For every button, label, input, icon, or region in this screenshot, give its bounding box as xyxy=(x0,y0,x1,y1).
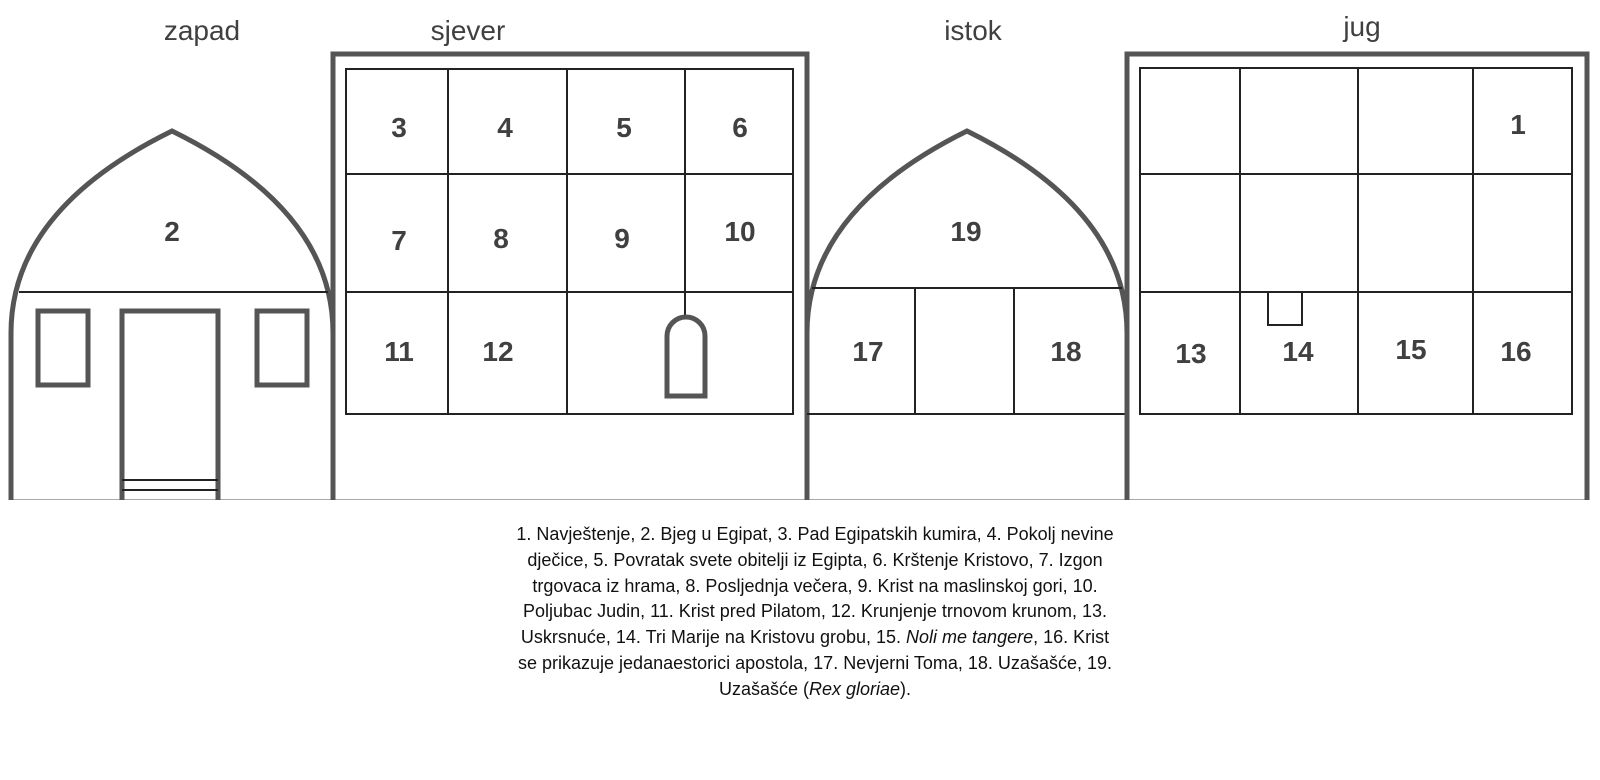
legend-text: ). xyxy=(900,678,912,699)
west-left-window xyxy=(38,311,88,385)
scene-number: 18 xyxy=(1050,336,1082,367)
wall-label-zapad: zapad xyxy=(163,15,241,46)
scene-number: 19 xyxy=(950,216,982,247)
scene-number: 15 xyxy=(1395,334,1427,365)
scene-number: 17 xyxy=(852,336,884,367)
legend-text: 1. Navještenje, 2. Bjeg u Egipat, 3. Pad Egipatskih kumira, 4. Pokolj nevine dječice, 5. Povratak svete obitelji iz Egipta, 6. Krštenje Kristovo, 7. Izgon trgovaca iz hrama, 8. Posljednja večera, 9. Krist na maslinskoj gori, 10. Poljubac Judin, 11. Krist pred Pilatom, 12. Krunjenje trnovom krunom, 13. Uskrsnuće, 14. Tri Marije na Kristovu grobu, 15. xyxy=(516,524,1114,648)
north-arched-window xyxy=(667,317,705,396)
legend-italic-title: Noli me tangere xyxy=(906,627,1034,648)
west-door xyxy=(122,311,218,500)
legend-italic-title: Rex gloriae xyxy=(808,678,901,699)
wall-label-jug: jug xyxy=(1343,11,1381,42)
west-wall-outline xyxy=(11,131,333,500)
east-wall xyxy=(807,131,1127,414)
scene-number: 14 xyxy=(1282,336,1314,367)
scene-number: 5 xyxy=(616,112,632,143)
south-wall xyxy=(1127,54,1587,500)
scene-number: 6 xyxy=(732,112,748,143)
wall-label-istok: istok xyxy=(944,15,1002,46)
scene-number: 8 xyxy=(493,223,509,254)
scene-number: 9 xyxy=(614,223,630,254)
scene-number: 16 xyxy=(1500,336,1532,367)
wall-label-sjever: sjever xyxy=(430,15,506,46)
west-right-window xyxy=(257,311,307,385)
scene-number: 3 xyxy=(391,112,407,143)
scene-number: 10 xyxy=(724,216,756,247)
scene-number: 1 xyxy=(1510,109,1526,140)
scene-number: 12 xyxy=(482,336,514,367)
legend-text: , 16. Krist se prikazuje jedanaestorici apostola, 17. Nevjerni Toma, 18. Uzašašće, 19. Uzašašće ( xyxy=(518,627,1112,699)
south-niche xyxy=(1268,292,1302,325)
legend-caption xyxy=(515,522,1115,703)
scene-number: 7 xyxy=(391,225,407,256)
scene-number: 4 xyxy=(497,112,513,143)
scene-number: 13 xyxy=(1175,338,1207,369)
scene-number: 11 xyxy=(384,336,414,367)
scene-number: 2 xyxy=(164,216,180,247)
north-wall xyxy=(333,54,807,500)
west-wall xyxy=(11,131,333,500)
